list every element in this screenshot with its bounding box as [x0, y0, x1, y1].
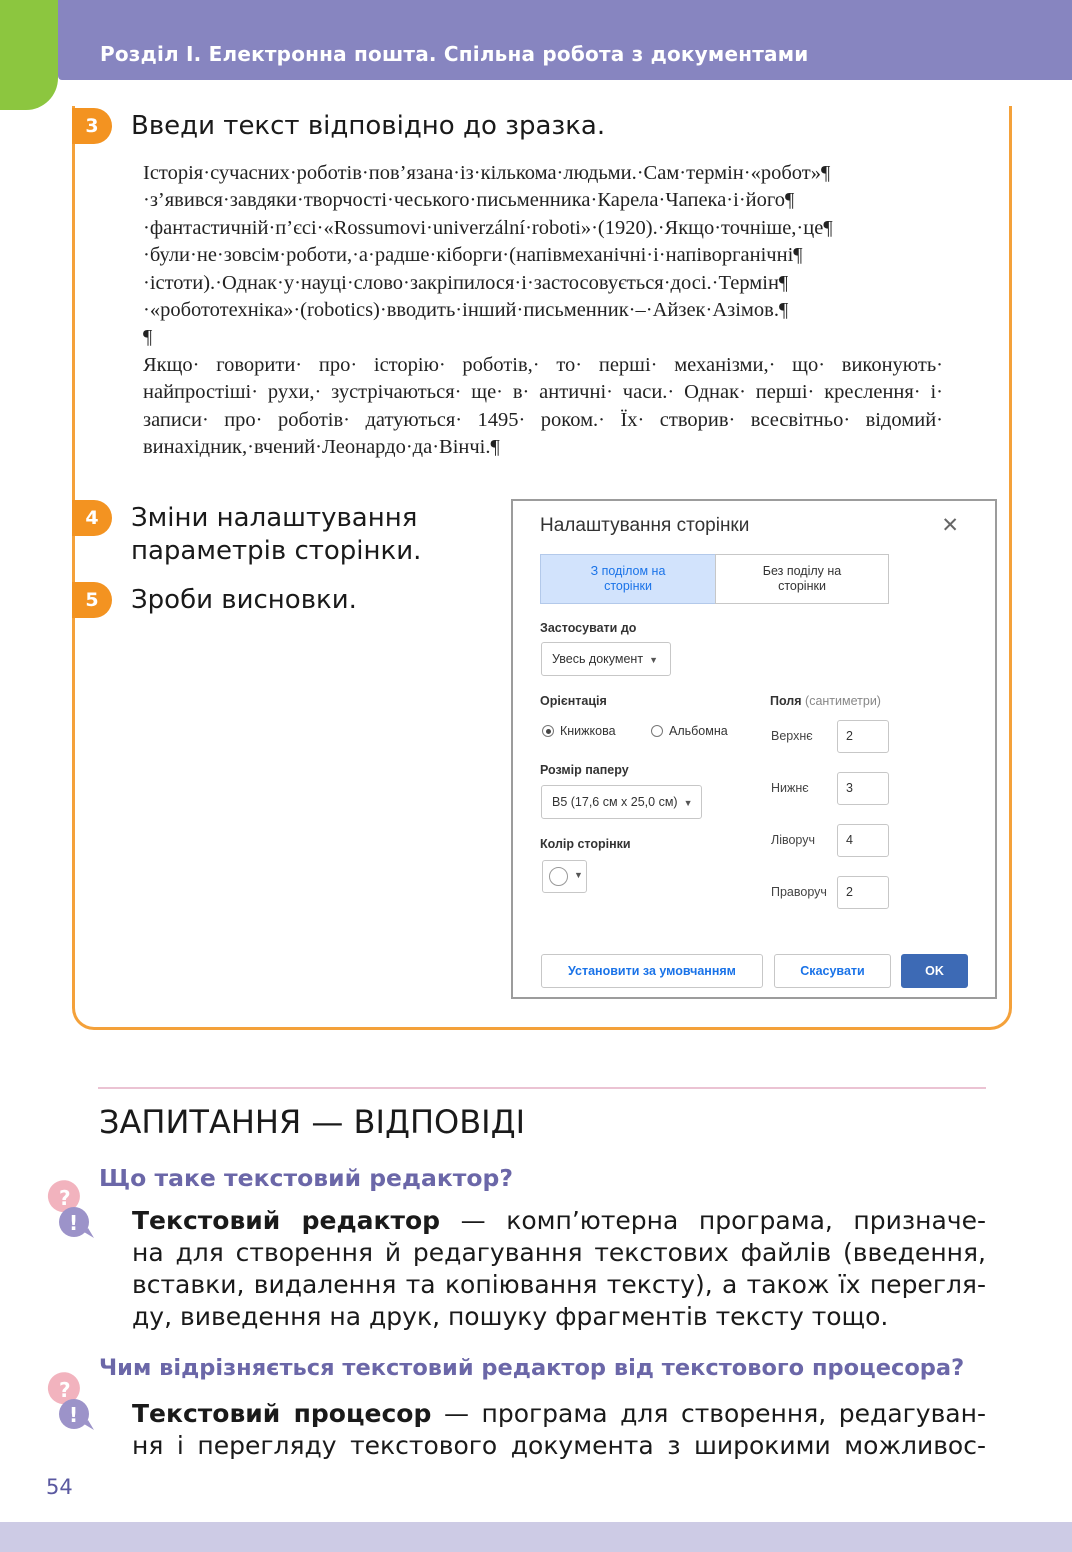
svg-text:?: ? — [59, 1186, 71, 1210]
orientation-landscape-label: Альбомна — [669, 724, 728, 738]
question-2: Чим відрізняється текстовий редактор від текстового процесора? — [99, 1355, 965, 1381]
page-color-picker[interactable] — [542, 860, 587, 893]
footer-band — [0, 1522, 1072, 1552]
answer-line: ду, виведення на друк, пошуку фрагментів тексту тощо. — [132, 1302, 889, 1331]
radio-selected-icon — [542, 725, 554, 737]
step-badge-4: 4 — [72, 500, 112, 536]
answer-line: на для створення й редагування текстових файлів (введення, — [132, 1238, 986, 1267]
apply-to-select[interactable] — [541, 642, 671, 676]
answer-line — [132, 1205, 986, 1237]
paper-size-value: B5 (17,6 см x 25,0 см) — [552, 795, 678, 809]
sample-line: ·«робототехніка»·(robotics)·вводить·інший·письменник·–·Айзек·Азімов.¶ — [143, 299, 789, 322]
sample-line: ·були·не·зовсім·роботи,·а·радше·кіборги·(напівмеханічні·і·напіворганічні¶ — [143, 244, 803, 267]
ok-button[interactable]: OK — [901, 954, 968, 988]
svg-text:?: ? — [59, 1378, 71, 1402]
sample-line: ·істоти).·Однак·у·науці·слово·закріпилося·і·застосовується·досі.·Термін¶ — [143, 271, 789, 294]
answer-term: Текстовий процесор — [132, 1399, 432, 1428]
step-badge-3: 3 — [72, 108, 112, 144]
answer-term: Текстовий редактор — [132, 1206, 441, 1235]
answer-2 — [132, 1398, 986, 1462]
margin-top-label: Верхнє — [771, 729, 813, 743]
page-color-label: Колір сторінки — [540, 837, 631, 851]
margin-left-label: Ліворуч — [771, 833, 816, 847]
orientation-portrait-label: Книжкова — [560, 724, 616, 738]
svg-text:!: ! — [69, 1211, 79, 1235]
answer-1 — [132, 1205, 986, 1333]
sample-text — [143, 160, 943, 461]
chapter-title: Розділ І. Електронна пошта. Спільна робота з документами — [100, 42, 809, 66]
margin-right-input[interactable]: 2 — [837, 876, 889, 909]
step-4-text — [131, 502, 421, 568]
set-default-button[interactable]: Установити за умовчанням — [541, 954, 763, 988]
chapter-color-tab — [0, 0, 58, 110]
orientation-label: Орієнтація — [540, 694, 607, 708]
margin-top-input[interactable]: 2 — [837, 720, 889, 753]
sample-line: ¶ — [143, 326, 153, 349]
paper-size-label: Розмір паперу — [540, 763, 629, 777]
step-4-line1: Зміни налаштування — [131, 503, 418, 533]
header-band — [58, 0, 1072, 80]
answer-text: — комп’ютерна програма, призначе- — [460, 1206, 987, 1235]
cancel-button[interactable]: Скасувати — [774, 954, 891, 988]
orientation-portrait-radio[interactable] — [542, 724, 616, 738]
margin-bottom-label: Нижнє — [771, 781, 809, 795]
tab-pages[interactable] — [540, 554, 716, 604]
answer-line — [132, 1398, 986, 1430]
caret-down-icon: ▼ — [649, 654, 658, 665]
question-answer-icon — [44, 1370, 96, 1432]
caret-down-icon: ▼ — [574, 870, 583, 880]
apply-to-value: Увесь документ — [552, 652, 644, 666]
section-divider — [98, 1087, 986, 1089]
question-answer-icon — [44, 1178, 96, 1240]
tab-pageless-label: Без поділу на — [762, 564, 842, 578]
apply-to-label: Застосувати до — [540, 621, 637, 635]
svg-text:!: ! — [69, 1403, 79, 1427]
dialog-title: Налаштування сторінки — [540, 515, 750, 536]
margin-left-input[interactable]: 4 — [837, 824, 889, 857]
step-badge-5: 5 — [72, 582, 112, 618]
margin-bottom-input[interactable]: 3 — [837, 772, 889, 805]
answer-line: вставки, видалення та копіювання тексту), а також їх перегля- — [132, 1270, 986, 1299]
caret-down-icon: ▼ — [683, 797, 693, 808]
sample-line: Якщо· говорити· про· історію· роботів,· то· перші· механізми,· що· виконують· — [143, 353, 943, 376]
page-setup-dialog — [511, 499, 997, 999]
margins-unit: (сантиметри) — [805, 694, 881, 708]
color-circle-icon — [549, 867, 568, 886]
tab-pages-label: З поділом на — [590, 564, 666, 578]
paper-size-select[interactable] — [541, 785, 702, 819]
step-3-text: Введи текст відповідно до зразка. — [131, 111, 606, 141]
sample-line: винахідник,·вчений·Леонардо·да·Вінчі.¶ — [143, 436, 500, 459]
tab-pages-label: сторінки — [604, 579, 652, 593]
sample-line: записи· про· роботів· датуються· 1495· роком.· Їх· створив· всесвітньо· відомий· — [143, 408, 943, 431]
answer-text: — програма для створення, редагуван- — [443, 1399, 986, 1428]
orientation-landscape-radio[interactable] — [651, 724, 728, 738]
step-5-text: Зроби висновки. — [131, 585, 357, 615]
sample-line: Історія·сучасних·роботів·пов’язана·із·кількома·людьми.·Сам·термін·«робот»¶ — [143, 162, 831, 184]
step-4-line2: параметрів сторінки. — [131, 536, 422, 566]
tab-pageless[interactable] — [715, 554, 889, 604]
question-1: Що таке текстовий редактор? — [99, 1164, 513, 1192]
sample-line: ·з’явився·завдяки·творчості·чеського·письменника·Карела·Чапека·і·його¶ — [143, 189, 795, 212]
close-icon[interactable]: ✕ — [941, 514, 959, 537]
radio-unselected-icon — [651, 725, 663, 737]
margins-title: Поля — [770, 694, 802, 708]
answer-line: ня і перегляду текстового документа з широкими можливос- — [132, 1431, 986, 1460]
sample-line: найпростіші· рухи,· зустрічаються· ще· в· античні· часи.· Однак· перші· креслення· і· — [143, 381, 943, 404]
tab-pageless-label: сторінки — [778, 579, 826, 593]
sample-line: ·фантастичній·п’єсі·«Rossumovi·univerzální·roboti»·(1920).·Якщо·точніше,·це¶ — [143, 216, 833, 239]
page-number: 54 — [46, 1475, 73, 1499]
margin-right-label: Праворуч — [771, 885, 827, 899]
margins-label — [770, 694, 881, 708]
qa-heading: ЗАПИТАННЯ — ВІДПОВІДІ — [99, 1103, 526, 1141]
